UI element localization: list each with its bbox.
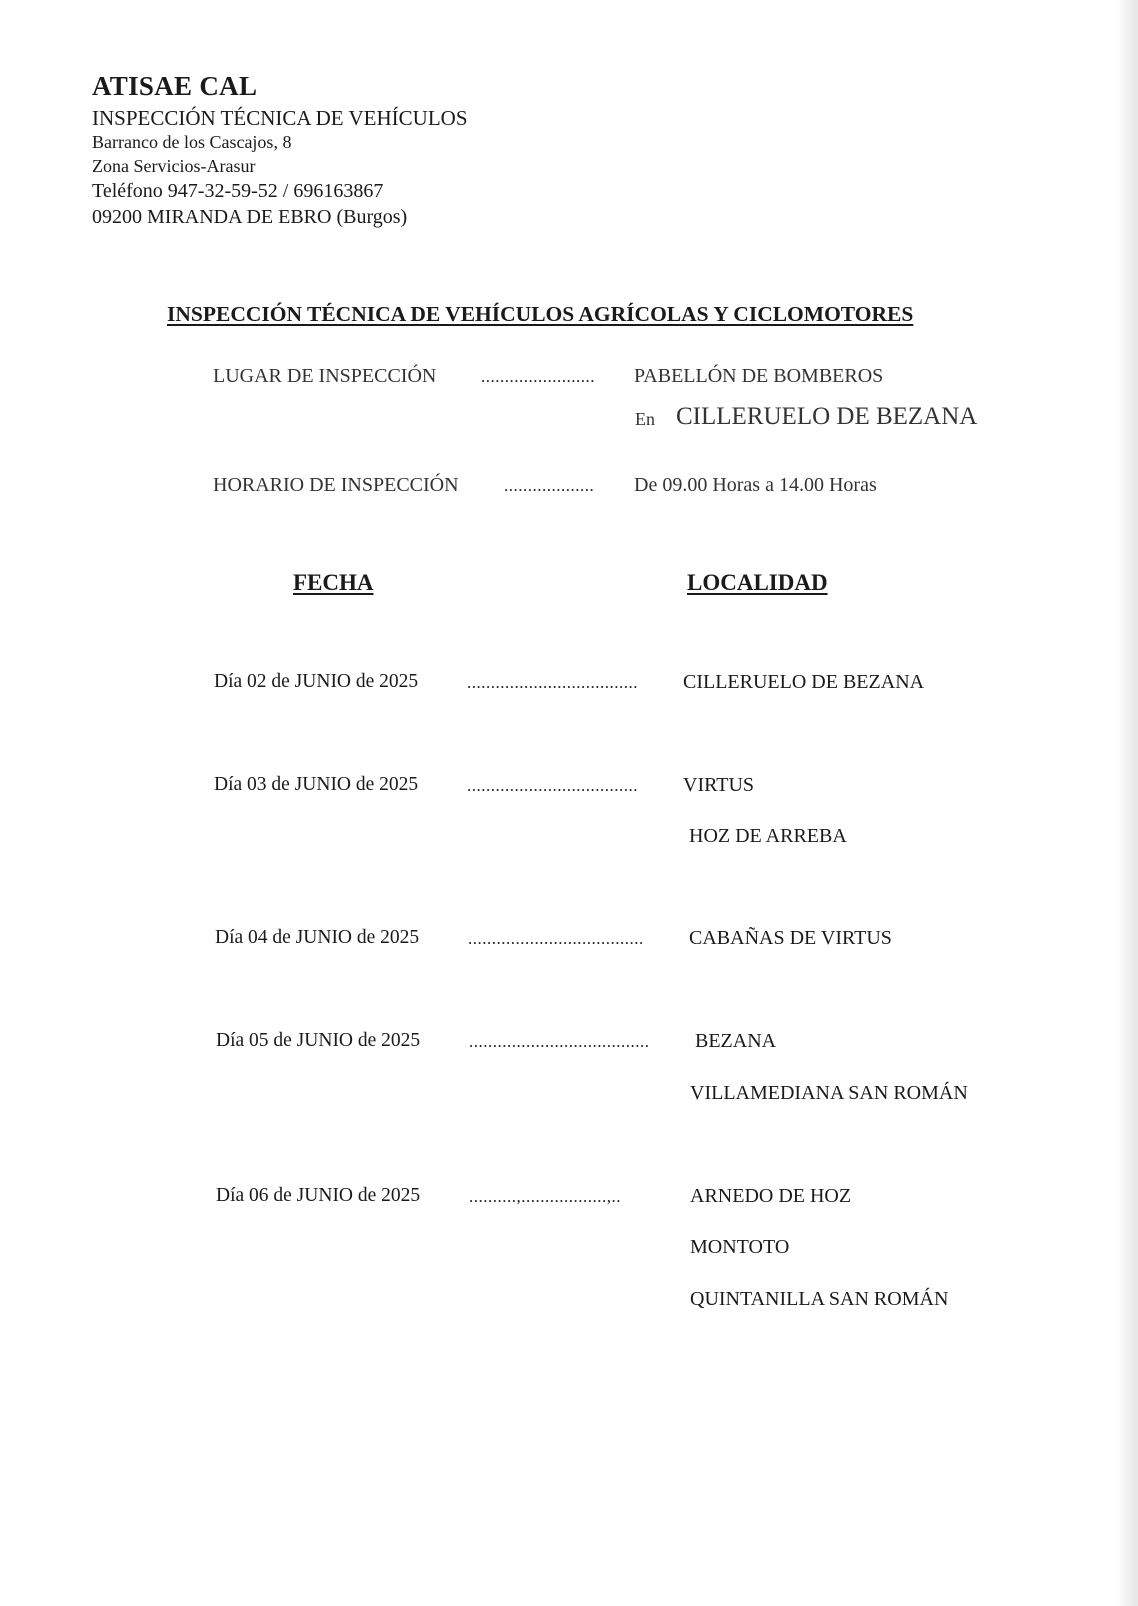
company-name: ATISAE CAL — [92, 71, 258, 101]
address-line-2: Zona Servicios-Arasur — [92, 156, 256, 176]
entry-locality: HOZ DE ARREBA — [689, 825, 847, 847]
address-line-1: Barranco de los Cascajos, 8 — [92, 132, 292, 152]
entry-locality: ARNEDO DE HOZ — [690, 1185, 852, 1207]
entry-date: Día 04 de JUNIO de 2025 — [215, 927, 420, 948]
locality-column-heading: LOCALIDAD — [687, 570, 828, 595]
entry-locality: VIRTUS — [683, 774, 755, 796]
entry-locality: QUINTANILLA SAN ROMÁN — [690, 1288, 949, 1310]
schedule-value: De 09.00 Horas a 14.00 Horas — [634, 474, 877, 496]
entry-locality: VILLAMEDIANA SAN ROMÁN — [690, 1082, 968, 1104]
entry-date: Día 02 de JUNIO de 2025 — [214, 671, 419, 692]
entry-dots: .................................... — [467, 776, 638, 795]
place-town: CILLERUELO DE BEZANA — [676, 403, 978, 430]
entry-dots: ..................................... — [468, 929, 644, 948]
page-edge-shadow — [1116, 0, 1138, 1606]
entry-dots: .................................... — [467, 673, 638, 692]
entry-date: Día 03 de JUNIO de 2025 — [214, 774, 419, 795]
entry-locality: CILLERUELO DE BEZANA — [683, 671, 925, 693]
entry-locality: CABAÑAS DE VIRTUS — [689, 927, 892, 949]
entry-dots: ...................................... — [469, 1032, 650, 1051]
date-column-heading: FECHA — [293, 570, 374, 595]
phone-line: Teléfono 947-32-59-52 / 696163867 — [92, 180, 384, 202]
entry-date: Día 06 de JUNIO de 2025 — [216, 1185, 421, 1206]
place-value: PABELLÓN DE BOMBEROS — [634, 365, 884, 387]
schedule-dots: ................... — [504, 476, 595, 495]
place-en: En — [635, 409, 655, 429]
place-label: LUGAR DE INSPECCIÓN — [213, 365, 437, 387]
entry-dots: ..........,..................,.. — [469, 1187, 621, 1206]
place-dots: ........................ — [481, 367, 595, 386]
schedule-label: HORARIO DE INSPECCIÓN — [213, 474, 459, 496]
company-subtitle: INSPECCIÓN TÉCNICA DE VEHÍCULOS — [92, 106, 468, 130]
city-line: 09200 MIRANDA DE EBRO (Burgos) — [92, 206, 408, 228]
entry-locality: BEZANA — [695, 1030, 777, 1052]
entry-date: Día 05 de JUNIO de 2025 — [216, 1030, 421, 1051]
document-title: INSPECCIÓN TÉCNICA DE VEHÍCULOS AGRÍCOLAS Y CICLOMOTORES — [167, 302, 914, 326]
entry-locality: MONTOTO — [690, 1236, 790, 1258]
